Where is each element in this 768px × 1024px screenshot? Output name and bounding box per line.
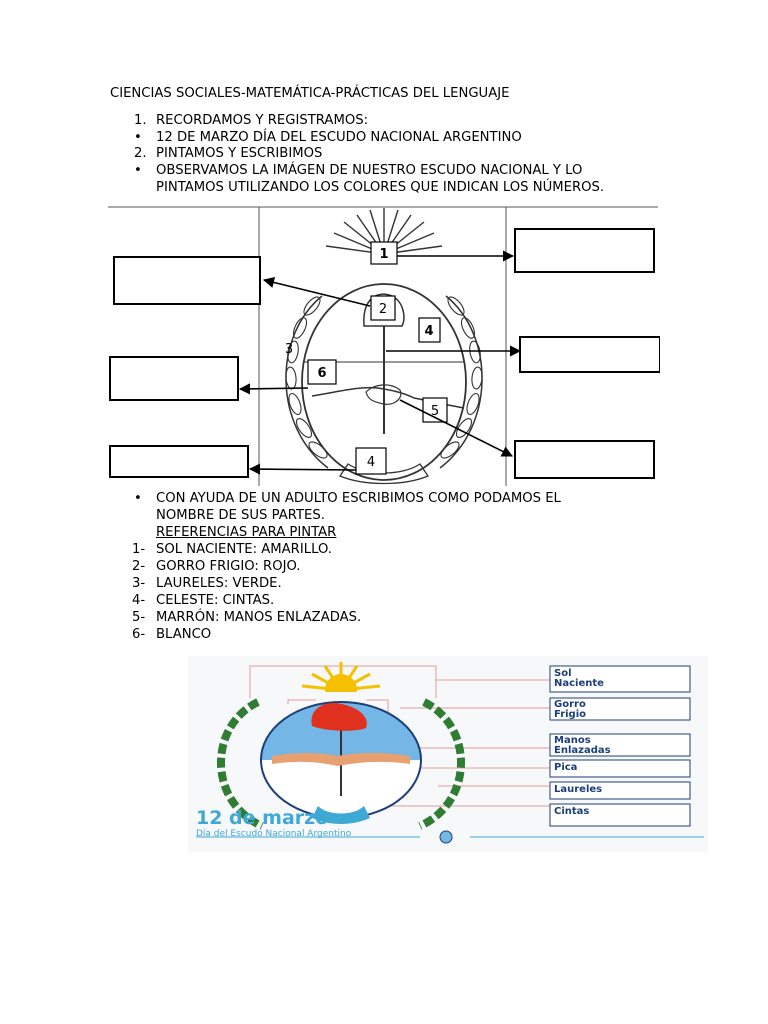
diagram-label-1: 1 — [379, 247, 389, 262]
list-text: RECORDAMOS Y REGISTRAMOS: — [156, 113, 369, 128]
list-marker: 1. — [134, 113, 147, 128]
reference-text: GORRO FRIGIO: ROJO. — [156, 559, 301, 574]
poster-card-title: Enlazadas — [554, 745, 611, 756]
answer-box[interactable] — [520, 337, 660, 372]
list-marker: • — [134, 130, 142, 145]
diagram-label-4: 4 — [424, 324, 434, 339]
reference-marker: 5- — [132, 610, 146, 625]
poster-card-title: Laureles — [554, 784, 603, 795]
reference-text: MARRÓN: MANOS ENLAZADAS. — [156, 610, 362, 625]
poster-card-title: Cintas — [554, 806, 590, 817]
diagram-label-5: 5 — [430, 404, 440, 419]
reference-text: CELESTE: CINTAS. — [156, 593, 275, 608]
list-item-continuation: PINTAMOS UTILIZANDO LOS COLORES QUE INDICAN LOS NÚMEROS. — [156, 180, 605, 195]
poster-subtitle: Día del Escudo Nacional Argentino — [196, 829, 352, 839]
list-text: 12 DE MARZO DÍA DEL ESCUDO NACIONAL ARGENTINO — [156, 130, 522, 145]
reference-marker: 2- — [132, 559, 146, 574]
poster-card-title: Manos — [554, 735, 591, 746]
diagram-label-2: 2 — [378, 302, 388, 317]
reference-marker: 1- — [132, 542, 146, 557]
escudo-poster — [188, 656, 708, 852]
poster-card-title: Frigio — [554, 709, 587, 720]
list-marker: • — [134, 491, 142, 506]
poster-card-title: Pica — [554, 762, 578, 773]
small-escudo-icon — [440, 831, 452, 843]
list-marker: • — [134, 163, 142, 178]
reference-marker: 6- — [132, 627, 146, 642]
reference-text: SOL NACIENTE: AMARILLO. — [156, 542, 332, 557]
poster-card-title: Naciente — [554, 678, 604, 689]
answer-box[interactable] — [110, 357, 238, 400]
references-title: REFERENCIAS PARA PINTAR — [156, 525, 337, 540]
diagram-label-3: 3 — [284, 342, 294, 357]
answer-box[interactable] — [515, 441, 654, 478]
poster-card-title: Sol — [554, 668, 572, 679]
list-item-continuation: NOMBRE DE SUS PARTES. — [156, 508, 325, 523]
list-text: PINTAMOS Y ESCRIBIMOS — [156, 146, 323, 161]
answer-box[interactable] — [114, 257, 260, 304]
page-title: CIENCIAS SOCIALES-MATEMÁTICA-PRÁCTICAS DEL LENGUAJE — [110, 86, 510, 101]
diagram-label-6: 6 — [317, 366, 327, 381]
reference-marker: 3- — [132, 576, 146, 591]
list-text: CON AYUDA DE UN ADULTO ESCRIBIMOS COMO PODAMOS EL — [156, 491, 561, 506]
poster-date-title: 12 de marzo — [196, 807, 329, 829]
reference-text: LAURELES: VERDE. — [156, 576, 282, 591]
diagram-label-4b: 4 — [366, 455, 376, 470]
reference-text: BLANCO — [156, 627, 212, 642]
answer-box[interactable] — [515, 229, 654, 272]
answer-box[interactable] — [110, 446, 248, 477]
reference-marker: 4- — [132, 593, 146, 608]
shield-diagram — [108, 206, 660, 486]
poster-card-title: Gorro — [554, 699, 586, 710]
list-text: OBSERVAMOS LA IMÁGEN DE NUESTRO ESCUDO NACIONAL Y LO — [156, 163, 583, 178]
list-marker: 2. — [134, 146, 147, 161]
